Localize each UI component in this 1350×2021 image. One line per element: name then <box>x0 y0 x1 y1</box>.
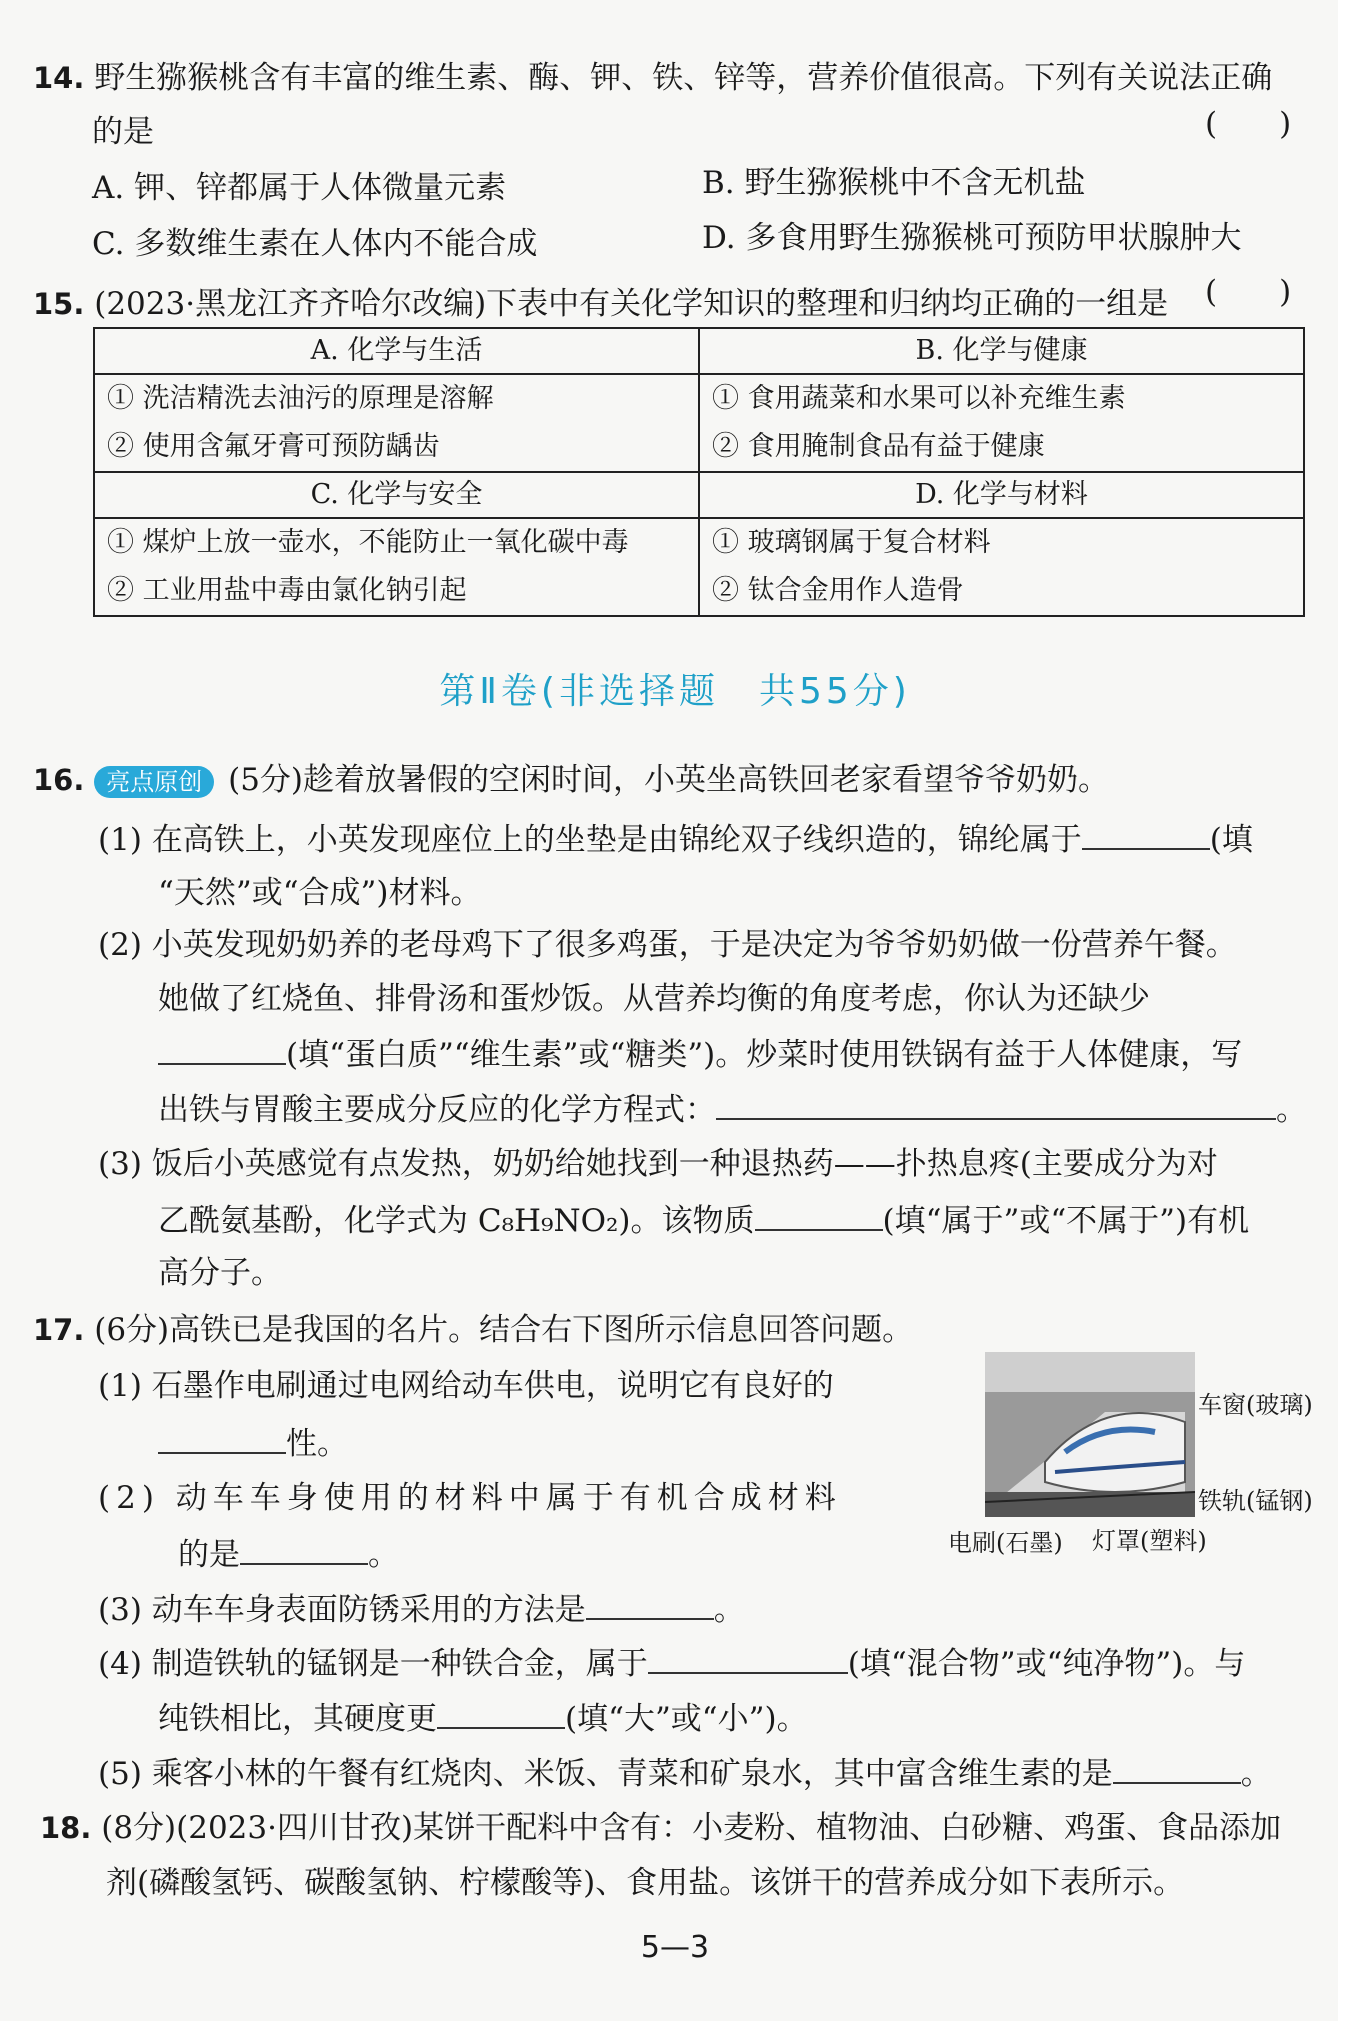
q16-p1-tail: (填 <box>1209 822 1253 858</box>
q17-part3-line <box>98 1588 745 1630</box>
q16-blank-1[interactable] <box>1082 818 1210 850</box>
label-rail: 铁轨(锰钢) <box>1198 1487 1313 1515</box>
label-brush: 电刷(石墨) <box>948 1529 1063 1557</box>
q16-blank-3[interactable] <box>755 1199 883 1231</box>
q16-p2-text: (填“蛋白质”“维生素”或“糖类”)。炒菜时使用铁锅有益于人体健康，写 <box>286 1037 1243 1073</box>
q14-option-c: C. 多数维生素在人体内不能合成 <box>92 226 538 262</box>
q16-part2-line1: (2) 小英发现奶奶养的老母鸡下了很多鸡蛋，于是决定为爷爷奶奶做一份营养午餐。 <box>98 927 1237 963</box>
table-head-b: B. 化学与健康 <box>699 328 1304 374</box>
q18-stem-line2: 剂(磷酸氢钙、碳酸氢钠、柠檬酸等)、食用盐。该饼干的营养成分如下表所示。 <box>106 1865 1185 1901</box>
table-d-item2: ② 钛合金用作人造骨 <box>712 575 964 606</box>
table-b-item1: ① 食用蔬菜和水果可以补充维生素 <box>712 383 1126 414</box>
q14-option-d: D. 多食用野生猕猴桃可预防甲状腺肿大 <box>702 220 1242 256</box>
q16-p1-text: (1) 在高铁上，小英发现座位上的坐垫是由锦纶双子线织造的，锦纶属于 <box>98 822 1082 858</box>
table-cell-d <box>699 518 1304 616</box>
q16-part3-line2 <box>158 1199 1249 1241</box>
table-c-item1: ① 煤炉上放一壶水，不能防止一氧化碳中毒 <box>107 527 629 558</box>
q16-part3-line1: (3) 饭后小英感觉有点发热，奶奶给她找到一种退热药——扑热息疼(主要成分为对 <box>98 1146 1218 1182</box>
table-c-item2: ② 工业用盐中毒由氯化钠引起 <box>107 575 467 606</box>
q15-number: 15. <box>33 287 85 321</box>
q16-equation-blank[interactable] <box>716 1088 1276 1120</box>
q17-p2-tail: 。 <box>368 1537 399 1573</box>
q17-blank-4[interactable] <box>648 1642 848 1674</box>
train-illustration-icon <box>985 1352 1195 1517</box>
q17-part2-line1: (2) 动车车身使用的材料中属于有机合成材料 <box>98 1480 842 1516</box>
q16-number: 16. <box>33 763 85 797</box>
q17-blank-3[interactable] <box>586 1588 714 1620</box>
q14-stem-line1 <box>33 58 1272 98</box>
q16-blank-2[interactable] <box>158 1033 286 1065</box>
q17-p3-tail: 。 <box>713 1592 745 1628</box>
q15-knowledge-table <box>93 327 1305 617</box>
table-cell-a <box>94 374 699 472</box>
q17-part4-line1 <box>98 1642 1245 1684</box>
table-cell-b <box>699 374 1304 472</box>
q16-part3-line3: 高分子。 <box>158 1255 282 1291</box>
q17-p4-text: (4) 制造铁轨的锰钢是一种铁合金，属于 <box>98 1646 648 1682</box>
q17-part1-line2 <box>158 1422 348 1464</box>
q14-option-a: A. 钾、锌都属于人体微量元素 <box>92 170 507 206</box>
q16-p3-text: 乙酰氨基酚，化学式为 C₈H₉NO₂)。该物质 <box>158 1203 755 1239</box>
table-b-item2: ② 食用腌制食品有益于健康 <box>712 431 1045 462</box>
q14-answer-paren[interactable]: ( ) <box>1205 106 1292 142</box>
q17-part1-line1: (1) 石墨作电刷通过电网给动车供电，说明它有良好的 <box>98 1368 834 1404</box>
table-a-item1: ① 洗洁精洗去油污的原理是溶解 <box>107 383 494 414</box>
q17-p4d-tail: (填“大”或“小”)。 <box>565 1701 808 1737</box>
q17-p1-tail: 性。 <box>286 1426 348 1462</box>
table-head-c: C. 化学与安全 <box>94 472 699 518</box>
q17-p2-text: 的是 <box>178 1537 240 1573</box>
q14-option-b: B. 野生猕猴桃中不含无机盐 <box>702 165 1086 201</box>
q16-part2-line2: 她做了红烧鱼、排骨汤和蛋炒饭。从营养均衡的角度考虑，你认为还缺少 <box>158 981 1150 1017</box>
q17-p5-tail: 。 <box>1240 1756 1272 1792</box>
table-cell-c <box>94 518 699 616</box>
q16-part2-line4 <box>158 1088 1307 1130</box>
page-number: 5—3 <box>640 1930 710 1965</box>
q16-stem: (5分)趁着放暑假的空闲时间，小英坐高铁回老家看望爷爷奶奶。 <box>228 762 1110 798</box>
q15-answer-paren[interactable]: ( ) <box>1205 274 1292 310</box>
q18-stem1: (8分)(2023·四川甘孜)某饼干配料中含有：小麦粉、植物油、白砂糖、鸡蛋、食品添加 <box>101 1810 1282 1846</box>
table-head-d: D. 化学与材料 <box>699 472 1304 518</box>
q17-part2-line2 <box>178 1533 399 1575</box>
q17-blank-5[interactable] <box>437 1697 565 1729</box>
table-a-item2: ② 使用含氟牙膏可预防龋齿 <box>107 431 440 462</box>
q17-part4-line2 <box>158 1697 808 1739</box>
table-head-a: A. 化学与生活 <box>94 328 699 374</box>
q14-number: 14. <box>33 61 85 95</box>
table-d-item1: ① 玻璃钢属于复合材料 <box>712 527 991 558</box>
label-window: 车窗(玻璃) <box>1198 1391 1313 1419</box>
q14-stem2: 的是 <box>92 114 154 150</box>
q16-stem-line <box>33 760 1109 800</box>
q16-part1-line1 <box>98 818 1253 860</box>
q15-stem: (2023·黑龙江齐齐哈尔改编)下表中有关化学知识的整理和归纳均正确的一组是 <box>94 286 1169 322</box>
q16-p2-period: 。 <box>1276 1092 1307 1128</box>
q17-blank-2[interactable] <box>240 1533 368 1565</box>
q17-stem: (6分)高铁已是我国的名片。结合右下图所示信息回答问题。 <box>94 1312 914 1348</box>
q17-p4c-text: 纯铁相比，其硬度更 <box>158 1701 437 1737</box>
q17-p3-text: (3) 动车车身表面防锈采用的方法是 <box>98 1592 586 1628</box>
q17-p4-tail: (填“混合物”或“纯净物”)。与 <box>847 1646 1246 1682</box>
q15-stem-line <box>33 284 1168 324</box>
q16-part1-line2: “天然”或“合成”)材料。 <box>158 875 482 911</box>
train-photo <box>985 1352 1195 1517</box>
q17-part5-line <box>98 1752 1272 1794</box>
original-badge: 亮点原创 <box>94 766 214 798</box>
page-edge <box>1338 0 1350 2021</box>
q16-p3-tail: (填“属于”或“不属于”)有机 <box>882 1203 1250 1239</box>
q17-blank-6[interactable] <box>1113 1752 1241 1784</box>
q18-number: 18. <box>40 1811 92 1845</box>
label-lamp: 灯罩(塑料) <box>1092 1527 1207 1555</box>
section-title: 第Ⅱ卷(非选择题 共55分) <box>439 671 911 712</box>
q14-stem1: 野生猕猴桃含有丰富的维生素、酶、钾、铁、锌等，营养价值很高。下列有关说法正确 <box>94 60 1273 96</box>
q16-part2-line3 <box>158 1033 1242 1075</box>
q17-p5-text: (5) 乘客小林的午餐有红烧肉、米饭、青菜和矿泉水，其中富含维生素的是 <box>98 1756 1113 1792</box>
q17-stem-line <box>33 1310 913 1350</box>
q18-stem-line1 <box>40 1808 1281 1848</box>
q17-number: 17. <box>33 1313 85 1347</box>
q17-blank-1[interactable] <box>158 1422 286 1454</box>
q16-p2-equation-prompt: 出铁与胃酸主要成分反应的化学方程式： <box>158 1092 716 1128</box>
